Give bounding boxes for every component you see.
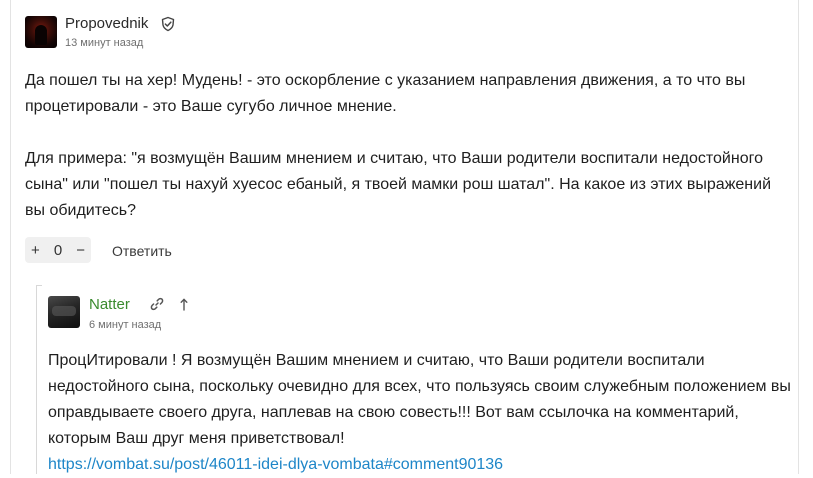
content-border-left <box>10 0 11 474</box>
avatar[interactable] <box>48 296 80 328</box>
comment-paragraph: Для примера: "я возмущён Вашим мнением и считаю, что Ваши родители воспитали недостойного сына" или "пошел ты нахуй хуесос ебаный, я твоей мамки рош шатал". На какое из этих выражений вы обидитесь? <box>25 150 772 219</box>
parent-comment-icon[interactable] <box>177 297 191 311</box>
vote-control <box>25 237 91 263</box>
comment-author[interactable]: Natter <box>89 296 130 313</box>
comment-timestamp: 13 минут назад <box>65 37 144 49</box>
link-icon[interactable] <box>150 297 164 311</box>
comment-paragraph: Да пошел ты на хер! Мудень! - это оскорбление с указанием направления движения, а то что вы процетировали - это Ваше сугубо личное мнение. <box>25 72 746 115</box>
vote-score: 0 <box>53 241 63 259</box>
reply-button[interactable]: Ответить <box>112 243 172 259</box>
content-border-right <box>798 0 799 474</box>
comment-author[interactable]: Propovednik <box>65 15 149 32</box>
comment-body <box>25 68 795 224</box>
thread-line[interactable] <box>36 285 37 474</box>
downvote-button[interactable]: − <box>76 241 85 259</box>
comment-paragraph: ПроцИтировали ! Я возмущён Вашим мнением и считаю, что Ваши родители воспитали недостойного сына, поскольку очевидно для всех, что пользуясь своим служебным положением вы оправдываете своего друга, наплевав на свою совесть!!! Вот вам ссылочка на комментарий, которым Ваш друг меня приветствовал! <box>48 352 791 447</box>
avatar[interactable] <box>25 16 57 48</box>
comment-body <box>48 348 793 478</box>
upvote-button[interactable]: + <box>31 241 40 259</box>
verified-shield-icon <box>160 16 176 32</box>
comment-timestamp: 6 минут назад <box>89 319 162 331</box>
comment-link[interactable]: https://vombat.su/post/46011-idei-dlya-vombata#comment90136 <box>48 456 504 473</box>
